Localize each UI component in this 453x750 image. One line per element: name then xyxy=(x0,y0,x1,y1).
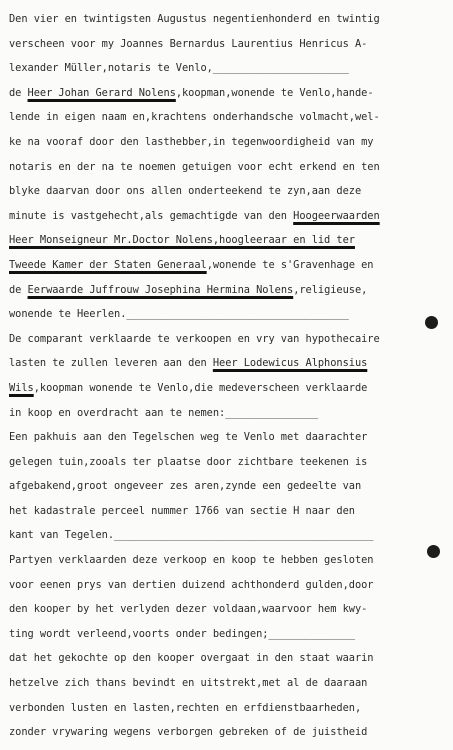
text-run: notaris en der na te noemen getuigen voor echt erkend en ten xyxy=(9,160,380,173)
text-run: dat het gekochte op den kooper overgaat in den staat waarin xyxy=(9,652,374,665)
text-run: ke na vooraf door den lasthebber,in tegenwoordigheid van my xyxy=(9,135,374,148)
text-run: ,koopman wonende te Venlo,die medeverscheen verklaarde xyxy=(33,381,368,394)
deed-line xyxy=(9,499,447,524)
text-run: in koop en overdracht aan te nemen:_______________ xyxy=(9,406,318,419)
deed-line xyxy=(9,253,447,278)
text-run: de xyxy=(9,86,28,99)
underlined-name: Wils xyxy=(9,381,34,394)
text-run: ,koopman,wonende te Venlo,hande- xyxy=(175,86,374,99)
text-run: ,wonende te s'Gravenhage en xyxy=(206,258,374,271)
text-run: kant van Tegelen.__________________________________________ xyxy=(9,529,374,542)
punch-hole-mark xyxy=(427,545,440,558)
text-run: Partyen verklaarden deze verkoop en koop te hebben gesloten xyxy=(9,554,374,567)
deed-line xyxy=(9,81,447,106)
deed-line xyxy=(9,450,447,475)
deed-line xyxy=(9,425,447,450)
text-run: minute is vastgehecht,als gemachtigde van den xyxy=(9,209,294,222)
text-run: zonder vrywaring wegens verborgen gebreken of de juistheid xyxy=(9,726,368,739)
text-run: afgebakend,groot ongeveer zes aren,zynde een gedeelte van xyxy=(9,480,362,493)
deed-line xyxy=(9,376,447,401)
text-run: lende in eigen naam en,krachtens onderhandsche volmacht,wel- xyxy=(9,111,380,124)
deed-line xyxy=(9,56,447,81)
underlined-name: Heer Monseigneur Mr.Doctor Nolens,hoogleeraar en lid ter xyxy=(9,234,355,247)
deed-line xyxy=(9,155,447,180)
text-run: voor eenen prys van dertien duizend achthonderd gulden,door xyxy=(9,578,374,591)
text-run: de xyxy=(9,283,28,296)
deed-line xyxy=(9,105,447,130)
deed-line xyxy=(9,720,447,745)
deed-line xyxy=(9,204,447,229)
text-run: De comparant verklaarde te verkoopen en vry van hypothecaire xyxy=(9,332,380,345)
deed-line xyxy=(9,327,447,352)
text-run: den kooper by het verlyden dezer voldaan,waarvoor hem kwy- xyxy=(9,603,368,616)
deed-line xyxy=(9,646,447,671)
deed-line xyxy=(9,302,447,327)
underlined-name: Eerwaarde Juffrouw Josephina Hermina Nolens xyxy=(27,283,294,296)
underlined-name: Hoogeerwaarden xyxy=(293,209,380,222)
deed-line xyxy=(9,179,447,204)
deed-line xyxy=(9,401,447,426)
deed-line xyxy=(9,548,447,573)
text-run: hetzelve zich thans bevindt en uitstrekt,met al de daaraan xyxy=(9,677,368,690)
deed-line xyxy=(9,597,447,622)
deed-line xyxy=(9,130,447,155)
text-run: verscheen voor my Joannes Bernardus Laurentius Henricus A- xyxy=(9,37,368,50)
text-run: verbonden lusten en lasten,rechten en erfdienstbaarheden, xyxy=(9,701,362,714)
text-run: ting wordt verleend,voorts onder bedingen;______________ xyxy=(9,627,355,640)
deed-line xyxy=(9,474,447,499)
text-run: lasten te zullen leveren aan den xyxy=(9,357,213,370)
deed-line xyxy=(9,523,447,548)
deed-line xyxy=(9,351,447,376)
deed-line xyxy=(9,228,447,253)
text-run: lexander Müller,notaris te Venlo,______________________ xyxy=(9,62,349,75)
deed-line xyxy=(9,32,447,57)
text-run: ,religieuse, xyxy=(293,283,368,296)
text-run: gelegen tuin,zooals ter plaatse door zichtbare teekenen is xyxy=(9,455,368,468)
underlined-name: Heer Johan Gerard Nolens xyxy=(27,86,176,99)
deed-line xyxy=(9,573,447,598)
text-run: Den vier en twintigsten Augustus negentienhonderd en twintig xyxy=(9,13,380,25)
punch-hole-mark xyxy=(425,316,438,329)
deed-line xyxy=(9,7,447,32)
deed-line xyxy=(9,622,447,647)
text-run: blyke daarvan door ons allen onderteekend te zyn,aan deze xyxy=(9,185,362,198)
underlined-name: Heer Lodewicus Alphonsius xyxy=(212,357,368,370)
deed-line xyxy=(9,671,447,696)
text-run: wonende te Heerlen.____________________________________ xyxy=(9,308,349,321)
deed-line xyxy=(9,278,447,303)
underlined-name: Tweede Kamer der Staten Generaal xyxy=(9,258,207,271)
text-run: Een pakhuis aan den Tegelschen weg te Venlo met daarachter xyxy=(9,431,368,444)
text-run: het kadastrale perceel nummer 1766 van sectie H naar den xyxy=(9,504,355,517)
deed-line xyxy=(9,696,447,721)
